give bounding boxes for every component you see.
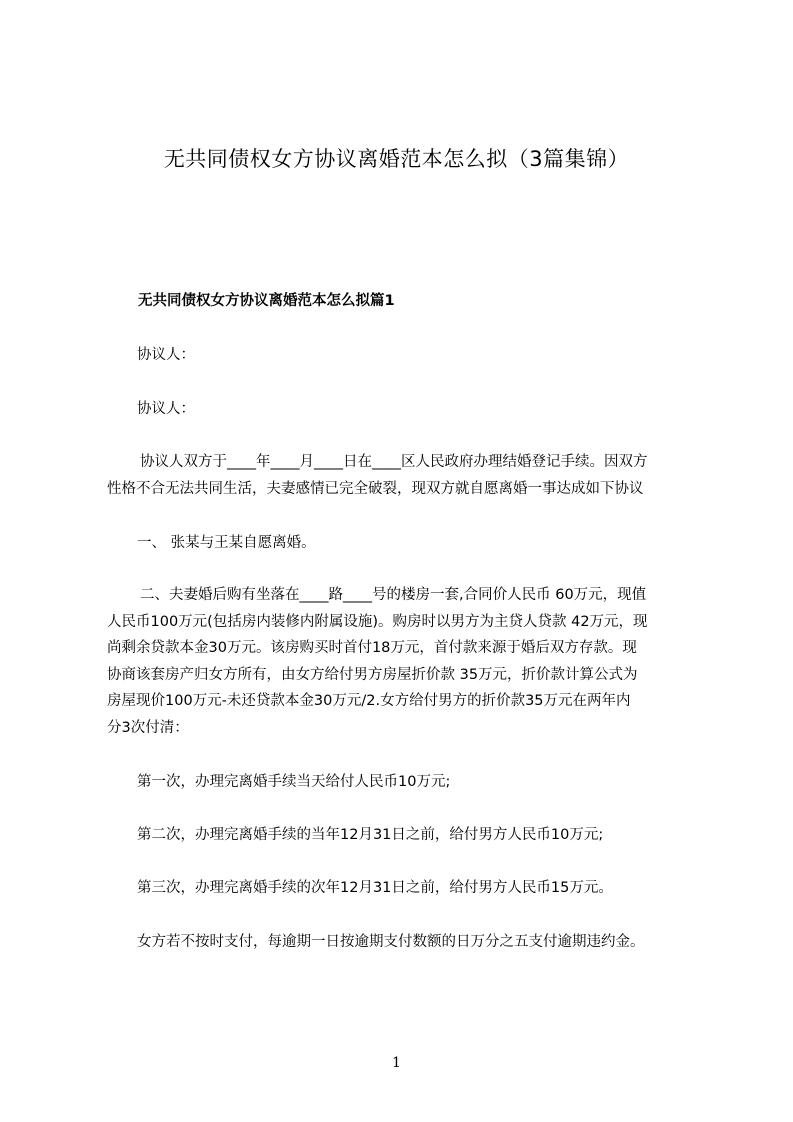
- payment-line-3: 第三次，办理完离婚手续的次年12月31日之前，给付男方人民币15万元。: [137, 880, 613, 896]
- paragraph-line: 协商该套房产归女方所有，由女方给付男方房屋折价款 35万元，折价款计算公式为: [107, 667, 638, 683]
- party-line-1: 协议人：: [137, 347, 195, 363]
- payment-line-2: 第二次，办理完离婚手续的当年12月31日之前，给付男方人民币10万元;: [137, 827, 604, 843]
- paragraph-line: 人民币100万元(包括房内装修内附属设施)。购房时以男方为主贷人贷款 42万元，现: [107, 614, 648, 630]
- paragraph-line: 房屋现价100万元-未还贷款本金30万元/2.女方给付男方的折价款35万元在两年内: [107, 693, 631, 709]
- payment-line-1: 第一次，办理完离婚手续当天给付人民币10万元;: [137, 774, 451, 790]
- paragraph-line: 二、夫妻婚后购有坐落在____路____号的楼房一套,合同价人民币 60万元，现值: [140, 587, 647, 603]
- section-heading: 无共同债权女方协议离婚范本怎么拟篇1: [138, 293, 395, 309]
- page-number: 1: [392, 1055, 401, 1071]
- paragraph-line: 分3次付清：: [107, 720, 189, 736]
- paragraph-line: 性格不合无法共同生活，夫妻感情已完全破裂，现双方就自愿离婚一事达成如下协议: [107, 481, 644, 497]
- clause-1: 一、 张某与王某自愿离婚。: [137, 535, 316, 551]
- paragraph-line: 协议人双方于____年____月____日在____区人民政府办理结婚登记手续。因双方: [140, 454, 648, 470]
- penalty-line: 女方若不按时支付，每逾期一日按逾期支付数额的日万分之五支付逾期违约金。: [137, 934, 645, 950]
- party-line-2: 协议人：: [137, 401, 195, 417]
- paragraph-line: 尚剩余贷款本金30万元。该房购买时首付18万元，首付款来源于婚后双方存款。现: [107, 640, 637, 656]
- document-title: 无共同债权女方协议离婚范本怎么拟（3篇集锦）: [163, 147, 630, 171]
